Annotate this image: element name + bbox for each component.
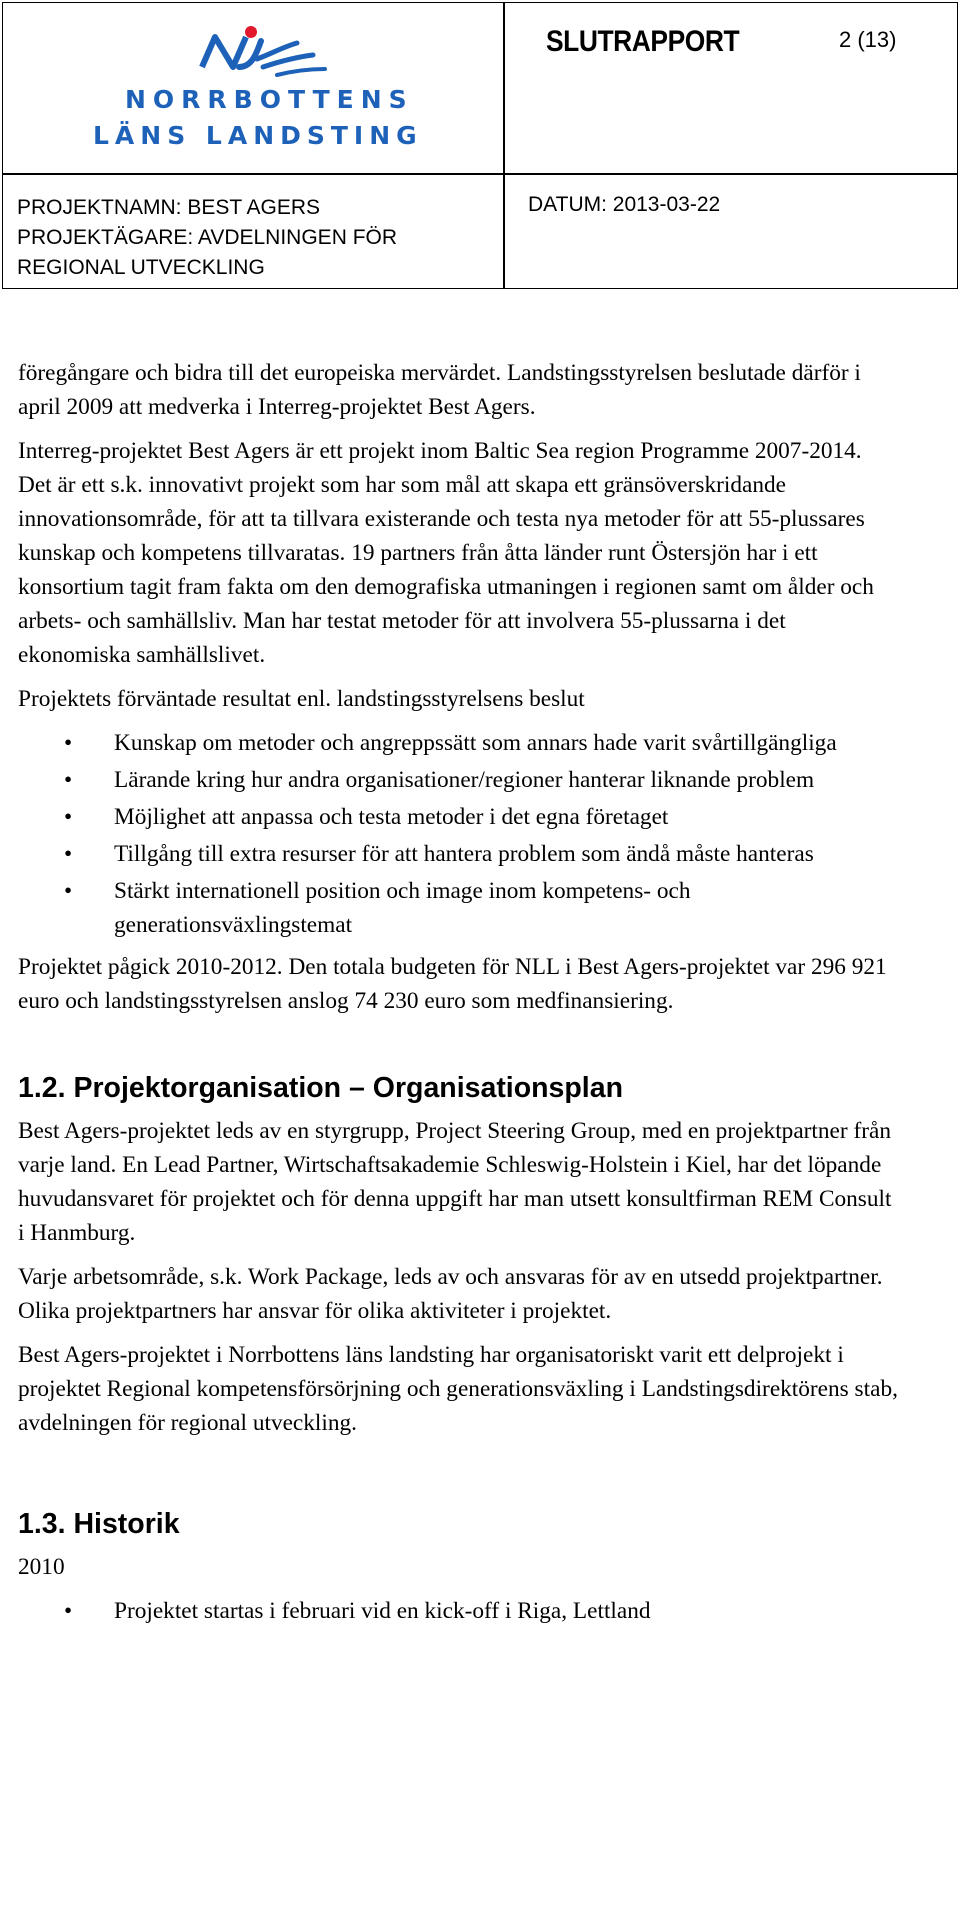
paragraph: Best Agers-projektet i Norrbottens läns landsting har organisatoriskt varit ett delprojekt i projektet Regional kompetensförsörjning och generationsväxling i Landstingsdirektörens stab, avdelningen för regional utveckling. — [18, 1342, 898, 1436]
paragraph: föregångare och bidra till det europeiska mervärdet. Landstingsstyrelsen beslutade därför i april 2009 att medverka i Interreg-projektet Best Agers. — [18, 360, 861, 420]
paragraph: Projektet pågick 2010-2012. Den totala budgeten för NLL i Best Agers-projektet var 296 921 euro och landstingsstyrelsen anslog 74 230 euro som medfinansiering. — [18, 954, 887, 1014]
project-owner: PROJEKTÄGARE: AVDELNINGEN FÖR — [17, 226, 398, 249]
project-owner-cont: REGIONAL UTVECKLING — [17, 256, 265, 279]
list-item-text: Stärkt internationell position och image inom kompetens- och generationsväxlingstemat — [114, 878, 691, 938]
list-item — [18, 726, 898, 760]
document-header — [2, 2, 958, 289]
paragraph: Varje arbetsområde, s.k. Work Package, leds av och ansvaras för av en utsedd projektpartner. Olika projektpartners har ansvar för olika aktiviteter i projektet. — [18, 1264, 883, 1324]
section-heading: 1.2. Projektorganisation – Organisationsplan — [18, 1072, 623, 1104]
paragraph: Interreg-projektet Best Agers är ett projekt inom Baltic Sea region Programme 2007-2014. Det är ett s.k. innovativt projekt som har som mål att skapa ett gränsöverskridande innovationsområde, för att ta tillvara existerande och testa nya metoder för att 55-plussares kunskap och kompetens tillvaratas. 19 partners från åtta länder runt Östersjön har i ett konsortium tagit fram fakta om den demografiska utmaningen i regionen samt om ålder och arbets- och samhällsliv. Man har testat metoder för att involvera 55-plussarna i det ekonomiska samhällslivet. — [18, 438, 874, 668]
bullet-icon: • — [64, 730, 73, 756]
list-item — [18, 800, 898, 834]
list-item — [18, 837, 898, 871]
bullet-list-history — [18, 1594, 898, 1628]
document-date: DATUM: 2013-03-22 — [528, 193, 721, 216]
paragraph: Best Agers-projektet leds av en styrgrupp, Project Steering Group, med en projektpartner från varje land. En Lead Partner, Wirtschaftsakademie Schleswig-Holstein i Kiel, har det löpande huvudansvaret för projektet och för denna uppgift har man utsett konsultfirman REM Consult i Hanmburg. — [18, 1118, 892, 1246]
section-heading: 1.3. Historik — [18, 1508, 180, 1540]
list-item — [18, 1594, 898, 1628]
bullet-icon: • — [64, 767, 73, 793]
header-divider-vertical — [503, 3, 505, 288]
document-title: SLUTRAPPORT — [546, 25, 740, 58]
list-item-text: Lärande kring hur andra organisationer/regioner hanterar liknande problem — [114, 767, 815, 793]
project-info — [17, 193, 397, 283]
bullet-list-expected-results — [18, 726, 898, 942]
list-item — [18, 874, 898, 942]
list-item-text: Kunskap om metoder och angreppssätt som annars hade varit svårtillgängliga — [114, 730, 837, 756]
list-item-text: Projektet startas i februari vid en kick-off i Riga, Lettland — [114, 1598, 651, 1624]
list-item — [18, 763, 898, 797]
bullet-icon: • — [64, 804, 73, 830]
list-item-text: Möjlighet att anpassa och testa metoder i det egna företaget — [114, 804, 669, 830]
norrbotten-logo — [87, 23, 427, 153]
document-body — [18, 356, 898, 1636]
bullet-icon: • — [64, 878, 73, 904]
paragraph: Projektets förväntade resultat enl. landstingsstyrelsens beslut — [18, 686, 585, 712]
bullet-icon: • — [64, 841, 73, 867]
header-divider-horizontal — [3, 173, 957, 175]
list-item-text: Tillgång till extra resurser för att hantera problem som ändå måste hanteras — [114, 841, 814, 867]
logo-text-line1: NORRBOTTENS — [125, 85, 414, 114]
bullet-icon: • — [64, 1598, 73, 1624]
project-name: PROJEKTNAMN: BEST AGERS — [17, 196, 321, 219]
year-label: 2010 — [18, 1554, 65, 1580]
page-number: 2 (13) — [839, 27, 897, 52]
logo-emblem-icon — [87, 23, 427, 83]
logo-text-line2: LÄNS LANDSTING — [93, 121, 423, 150]
